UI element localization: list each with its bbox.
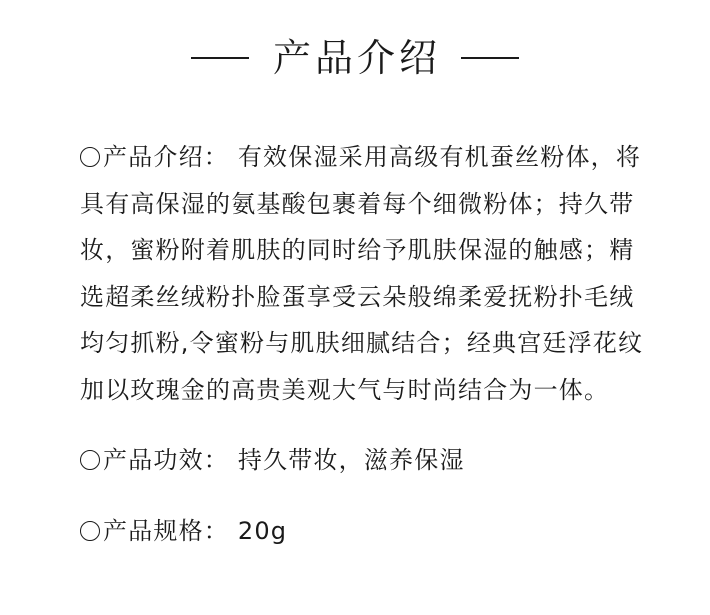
circle-icon bbox=[80, 450, 100, 470]
circle-icon bbox=[80, 521, 100, 541]
section-intro-text: 有效保湿采用高级有机蚕丝粉体，将具有高保湿的氨基酸包裹着每个细微粉体；持久带妆，蜜粉附着肌肤的同时给予肌肤保湿的触感；精选超柔丝绒粉扑脸蛋享受云朵般绵柔爱抚粉扑毛绒均匀抓粉,令蜜粉与肌肤细腻结合；经典宫廷浮花纹加以玫瑰金的高贵美观大气与时尚结合为一体。 bbox=[80, 143, 644, 404]
section-effect-label: 产品功效： bbox=[103, 446, 229, 474]
section-spec-text: 20g bbox=[237, 516, 288, 545]
circle-icon bbox=[80, 147, 100, 167]
page-title: 产品介绍 bbox=[272, 36, 441, 80]
section-spec bbox=[80, 508, 650, 555]
section-spec-label: 产品规格： bbox=[103, 516, 229, 545]
section-intro bbox=[80, 134, 650, 413]
section-intro-label: 产品介绍： bbox=[103, 143, 229, 171]
page-header bbox=[0, 30, 710, 86]
section-effect-text: 持久带妆，滋养保湿 bbox=[237, 446, 465, 474]
section-effect bbox=[80, 437, 650, 484]
product-description bbox=[80, 134, 650, 554]
title-right-dash bbox=[461, 57, 519, 59]
title-left-dash bbox=[191, 57, 249, 59]
